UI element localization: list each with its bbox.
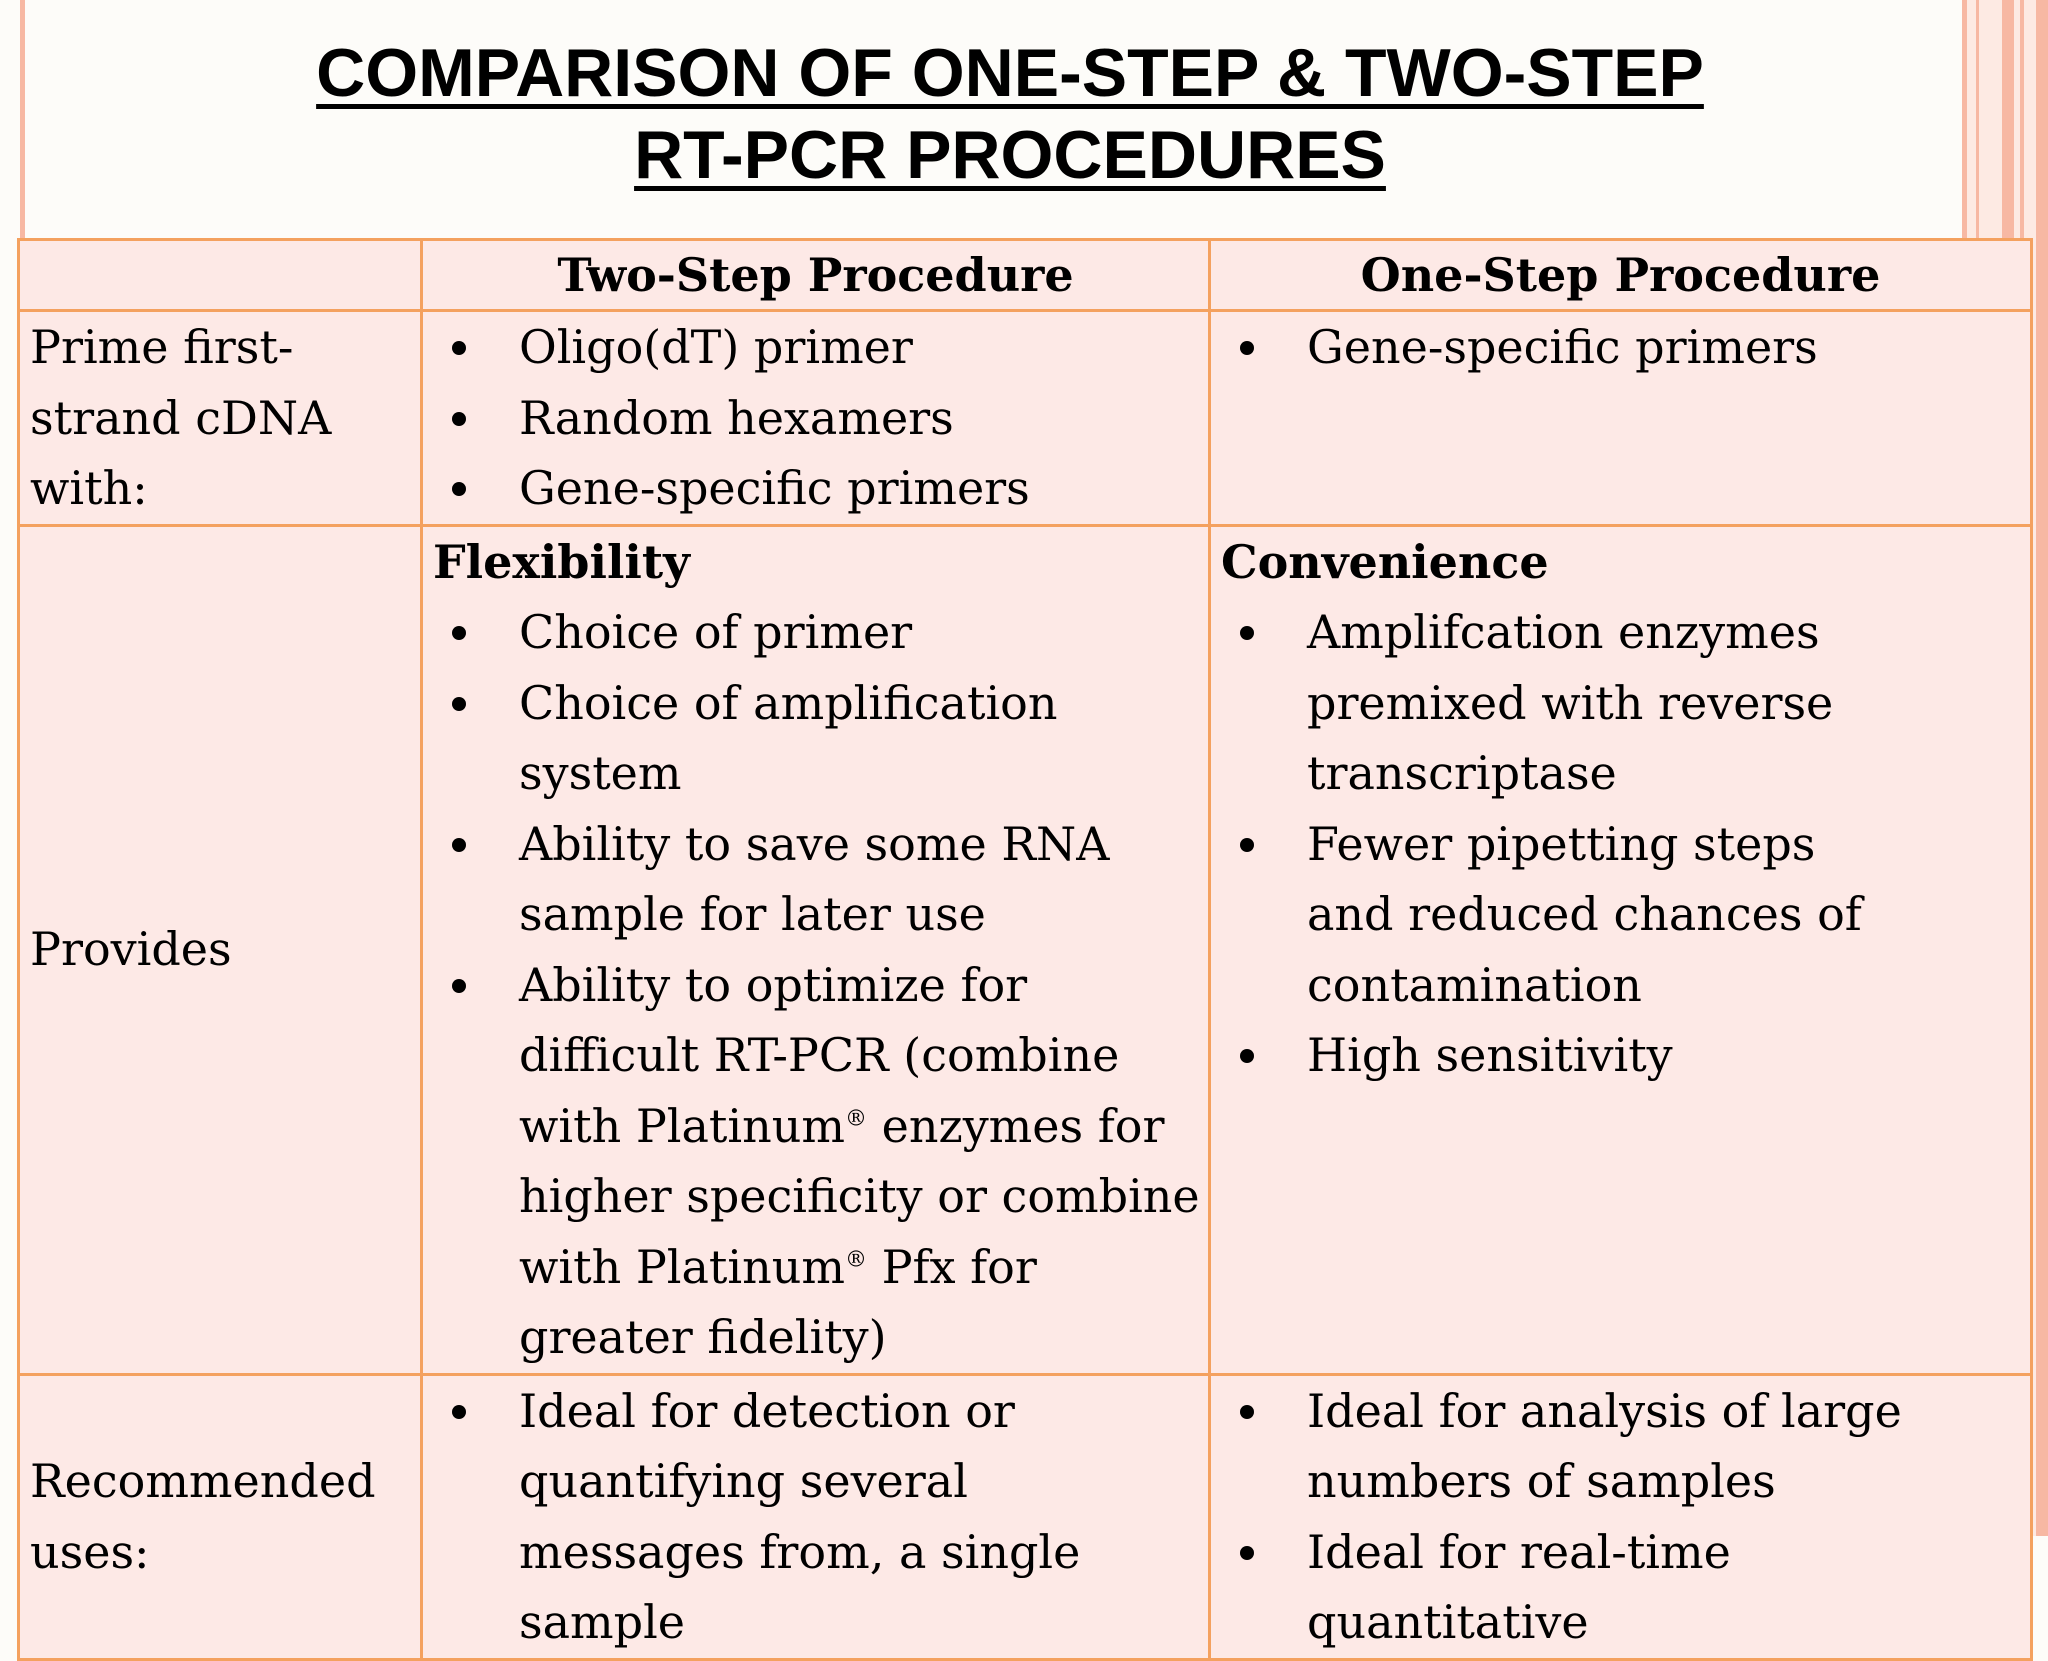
flexibility-heading: Flexibility [433, 534, 690, 589]
list-item: Gene-specific primers [1221, 312, 2024, 383]
header-one-step: One-Step Procedure [1210, 240, 2032, 311]
one-step-prime-cell [1210, 311, 2032, 526]
slide-title-line-1: COMPARISON OF ONE-STEP & TWO-STEP [316, 35, 1704, 111]
list-item: Oligo(dT) primer [433, 312, 1202, 383]
table-row [19, 311, 2032, 526]
comparison-table [17, 238, 2033, 1661]
list-item: Ideal for detection or quantifying several messages from, a single sample [433, 1376, 1202, 1658]
header-two-step: Two-Step Procedure [422, 240, 1210, 311]
two-step-provides-cell [422, 525, 1210, 1374]
table-header-row [19, 240, 2032, 311]
list-item: Gene-specific primers [433, 453, 1202, 524]
list-item: Fewer pipetting steps and reduced chances of contamination [1221, 809, 2024, 1021]
table-row [19, 1374, 2032, 1659]
list-item: Ideal for analysis of large numbers of samples [1221, 1376, 2024, 1517]
slide-title-line-2: RT-PCR PROCEDURES [634, 117, 1386, 193]
list-item: Choice of primer [433, 597, 1202, 668]
list-item: Ability to optimize for difficult RT-PCR (combine with Platinum® enzymes for higher specificity or combine with Platinum® Pfx for greater fidelity) [433, 950, 1202, 1373]
list-item: Random hexamers [433, 383, 1202, 454]
list-item: Amplifcation enzymes premixed with reverse transcriptase [1221, 597, 2024, 809]
row-label-recommended: Recommended uses: [19, 1374, 422, 1659]
header-blank-cell [19, 240, 422, 311]
convenience-heading: Convenience [1221, 534, 1549, 589]
list-item: Choice of amplification system [433, 668, 1202, 809]
one-step-recommended-cell [1210, 1374, 2032, 1659]
list-item: Ideal for real-time quantitative [1221, 1517, 2024, 1658]
row-label-provides: Provides [19, 525, 422, 1374]
slide-title [200, 32, 1820, 196]
two-step-prime-cell [422, 311, 1210, 526]
two-step-recommended-cell [422, 1374, 1210, 1659]
list-item: High sensitivity [1221, 1020, 2024, 1091]
one-step-provides-cell [1210, 525, 2032, 1374]
row-label-prime: Prime first-strand cDNA with: [19, 311, 422, 526]
table-row [19, 525, 2032, 1374]
list-item: Ability to save some RNA sample for later use [433, 809, 1202, 950]
